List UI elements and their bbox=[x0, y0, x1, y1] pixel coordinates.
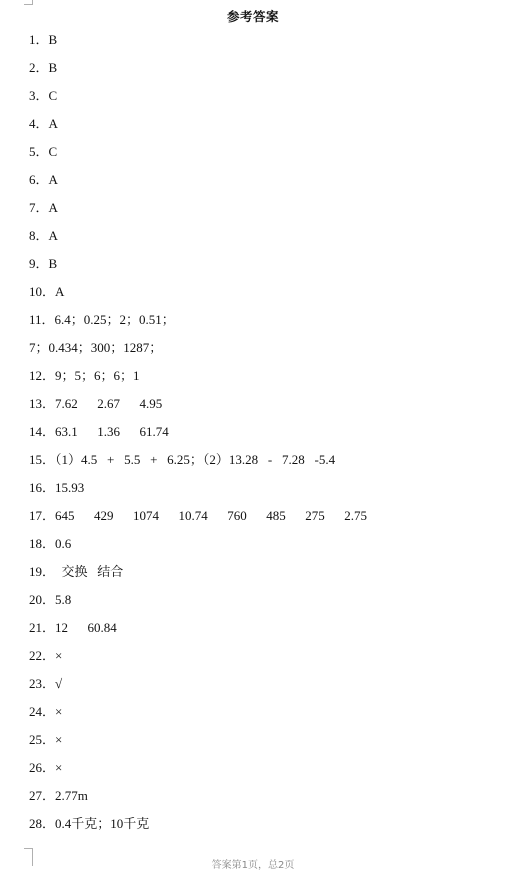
answer-3: 3．C bbox=[29, 88, 58, 103]
answer-5: 5．C bbox=[29, 144, 58, 159]
answer-25: 25．× bbox=[29, 732, 63, 747]
answer-26: 26．× bbox=[29, 760, 63, 775]
answer-23: 23．√ bbox=[29, 676, 63, 691]
answer-24: 24．× bbox=[29, 704, 63, 719]
answer-27: 27．2.77m bbox=[29, 788, 88, 803]
answer-28: 28．0.4千克；10千克 bbox=[29, 816, 150, 831]
answer-2: 2．B bbox=[29, 60, 58, 75]
answer-22: 22．× bbox=[29, 648, 63, 663]
page-title: 参考答案 bbox=[226, 9, 279, 24]
answer-15: 15．（1）4.5 + 5.5 + 6.25；（2）13.28 - 7.28 -5.4 bbox=[29, 452, 336, 467]
answer-6: 6．A bbox=[29, 172, 58, 187]
answer-21: 21．12 60.84 bbox=[29, 620, 117, 635]
answer-12: 12．9；5；6；6；1 bbox=[29, 368, 140, 383]
answer-9: 9．B bbox=[29, 256, 58, 271]
answer-14: 14．63.1 1.36 61.74 bbox=[29, 424, 169, 439]
answer-8: 8．A bbox=[29, 228, 58, 243]
crop-mark-top-left bbox=[24, 0, 33, 5]
answer-16: 16．15.93 bbox=[29, 480, 85, 495]
answer-19: 19． 交换 结合 bbox=[29, 564, 124, 579]
answer-18: 18．0.6 bbox=[29, 536, 72, 551]
answer-11-continued: 7；0.434；300；1287； bbox=[29, 340, 163, 355]
page-footer: 答案第1页，总2页 bbox=[211, 860, 295, 871]
answer-4: 4．A bbox=[29, 116, 58, 131]
answer-list bbox=[29, 30, 367, 842]
answer-17: 17．645 429 1074 10.74 760 485 275 2.75 bbox=[29, 508, 367, 523]
answer-13: 13．7.62 2.67 4.95 bbox=[29, 396, 163, 411]
answer-1: 1．B bbox=[29, 32, 58, 47]
answer-7: 7．A bbox=[29, 200, 58, 215]
answer-11: 11．6.4；0.25；2；0.51； bbox=[29, 312, 175, 327]
answer-20: 20．5.8 bbox=[29, 592, 72, 607]
answer-10: 10．A bbox=[29, 284, 65, 299]
